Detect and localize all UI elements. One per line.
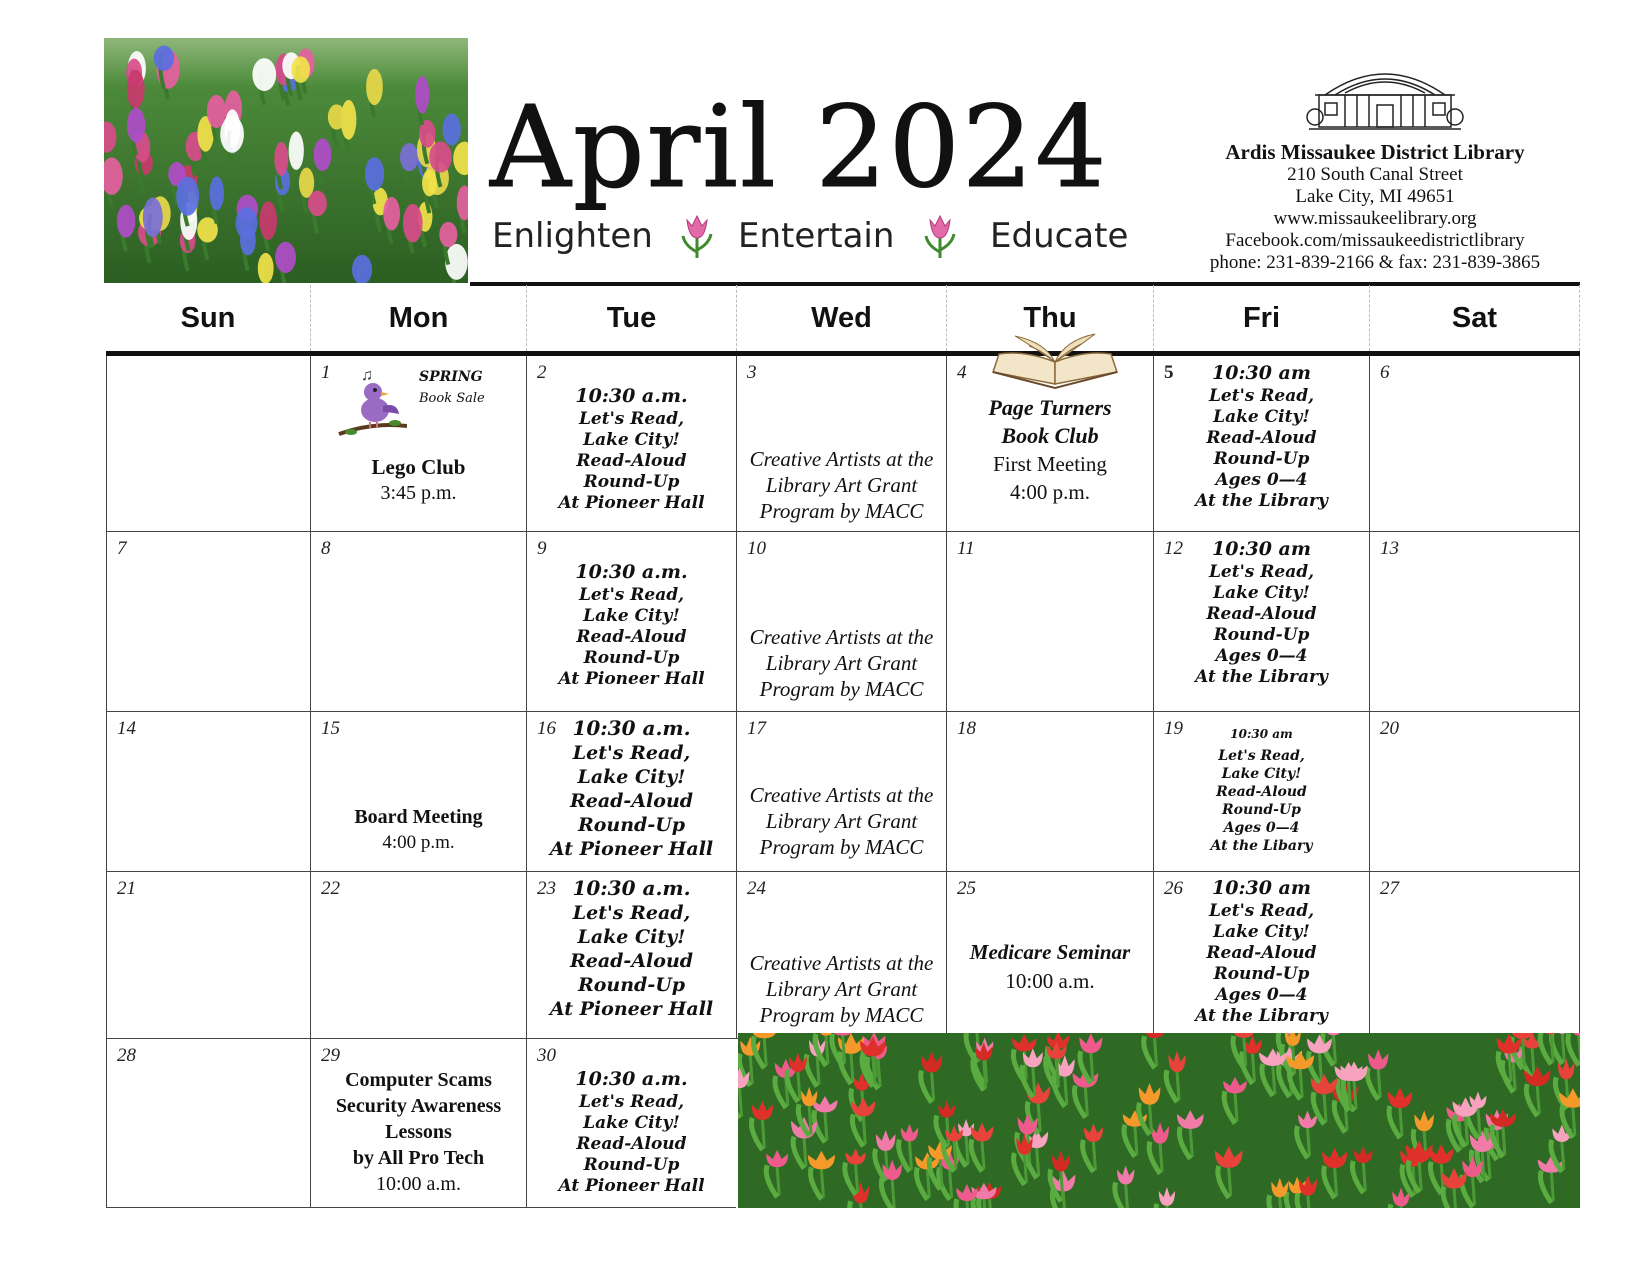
library-name: Ardis Missaukee District Library [1225, 140, 1525, 164]
weekday-sun: Sun [180, 302, 236, 334]
event-time: 10:30 am [1230, 727, 1293, 741]
event-line: Read-Aloud [576, 451, 687, 471]
calendar-day-13[interactable] [1369, 532, 1580, 712]
event-line: Lake City! [1213, 583, 1310, 603]
event-line: Round-Up [577, 814, 686, 836]
day-number: 23 [537, 878, 556, 899]
event-line: Lake City! [1221, 766, 1302, 782]
event-line: Lake City! [577, 766, 686, 788]
event-time: 10:00 a.m. [376, 1173, 461, 1195]
book-club-event [947, 394, 1153, 506]
event-line: Round-Up [583, 648, 680, 668]
event-line: Read-Aloud [569, 950, 694, 972]
month-year-title: April 2024 [490, 83, 1109, 213]
calendar-day-12[interactable] [1153, 532, 1369, 712]
event-location: At Pioneer Hall [549, 838, 714, 860]
day-number: 19 [1164, 718, 1183, 739]
event-time: 10:30 a.m. [572, 876, 691, 900]
event-line: Lake City! [577, 926, 686, 948]
svg-text:♫: ♫ [361, 367, 373, 384]
storytime-event [1154, 537, 1369, 688]
day-number: 5 [1164, 362, 1174, 383]
event-line: Ages 0—4 [1215, 470, 1308, 490]
event-line: Lake City! [583, 606, 680, 626]
event-location: At the Libary [1210, 838, 1313, 854]
calendar-day-8[interactable] [310, 532, 526, 712]
event-title: Book Club [1001, 423, 1099, 448]
event-line: Read-Aloud [1216, 784, 1307, 800]
calendar-day-18[interactable] [946, 712, 1153, 872]
calendar-day-29[interactable] [310, 1039, 526, 1208]
calendar-day-4[interactable] [946, 356, 1153, 532]
event-line: Creative Artists at the [749, 625, 934, 649]
event-location: At Pioneer Hall [549, 998, 714, 1020]
event-time: 3:45 p.m. [380, 482, 457, 504]
day-number: 17 [747, 718, 766, 739]
tulip-icon [677, 212, 717, 260]
weekday-fri: Fri [1153, 285, 1369, 351]
event-line: Round-Up [1213, 449, 1310, 469]
day-number: 18 [957, 718, 976, 739]
day-number: 12 [1164, 538, 1183, 559]
event-time: 10:30 a.m. [575, 385, 688, 407]
event-line: Library Art Grant [765, 977, 918, 1001]
event-line: Round-Up [1213, 964, 1310, 984]
event-line: Round-Up [1222, 802, 1301, 818]
event-line: Let's Read, [578, 409, 685, 429]
tulip-field-photo [738, 1033, 1580, 1208]
weekday-header-row [106, 285, 1580, 351]
day-number: 11 [957, 538, 975, 559]
day-number: 1 [321, 362, 331, 383]
weekday-sat: Sat [1369, 285, 1580, 351]
day-number: 25 [957, 878, 976, 899]
event-time: 10:30 am [1212, 538, 1311, 560]
weekday-wed: Wed [736, 285, 946, 351]
event-title: Board Meeting [354, 806, 483, 828]
tulip-icon [920, 212, 960, 260]
storytime-event [527, 384, 736, 514]
event-line: Let's Read, [578, 585, 685, 605]
weekday-tue: Tue [526, 285, 736, 351]
event-time: 10:30 a.m. [575, 1068, 688, 1090]
lego-club-event [311, 454, 526, 506]
calendar-day-27[interactable] [1369, 872, 1580, 1039]
day-number: 20 [1380, 718, 1399, 739]
day-number: 7 [117, 538, 127, 559]
day-number: 24 [747, 878, 766, 899]
calendar-day-24[interactable] [736, 872, 946, 1039]
event-time: 10:30 am [1212, 877, 1311, 899]
art-program-event [737, 782, 946, 860]
motto-entertain: Entertain [738, 216, 895, 256]
event-time: 10:30 a.m. [575, 561, 688, 583]
calendar-day-28[interactable] [106, 1039, 310, 1208]
calendar-day-30[interactable] [526, 1039, 736, 1208]
event-line: Ages 0—4 [1215, 985, 1308, 1005]
day-number: 26 [1164, 878, 1183, 899]
library-facebook: Facebook.com/missaukeedistrictlibrary [1225, 230, 1525, 251]
day-number: 4 [957, 362, 967, 383]
library-phone-fax: phone: 231-839-2166 & fax: 231-839-3865 [1209, 252, 1541, 273]
book-sale-line-2: Book Sale [419, 391, 485, 406]
day-number: 10 [747, 538, 766, 559]
storytime-event [527, 876, 736, 1021]
event-title: Page Turners [988, 395, 1112, 420]
calendar-day-17[interactable] [736, 712, 946, 872]
event-location: At Pioneer Hall [558, 1176, 705, 1196]
event-time: 4:00 p.m. [1010, 480, 1090, 504]
library-motto [492, 212, 1132, 262]
calendar-day-16[interactable] [526, 712, 736, 872]
calendar-day-23[interactable] [526, 872, 736, 1039]
event-title: Security Awareness [335, 1095, 502, 1117]
event-title: Lessons [385, 1121, 452, 1143]
calendar-day-19[interactable] [1153, 712, 1369, 872]
day-number: 13 [1380, 538, 1399, 559]
event-title: Computer Scams [345, 1069, 492, 1091]
calendar-day-25[interactable] [946, 872, 1153, 1039]
day-number: 22 [321, 878, 340, 899]
page-title [490, 78, 1150, 218]
event-time: 10:30 a.m. [572, 716, 691, 740]
event-line: Read-Aloud [576, 627, 687, 647]
calendar-day-5[interactable] [1153, 356, 1369, 532]
event-line: Creative Artists at the [749, 783, 934, 807]
day-number: 6 [1380, 362, 1390, 383]
event-line: Round-Up [577, 974, 686, 996]
library-city: Lake City, MI 49651 [1295, 186, 1455, 207]
storytime-event [1154, 876, 1369, 1027]
event-line: Library Art Grant [765, 473, 918, 497]
calendar-day-15[interactable] [310, 712, 526, 872]
storytime-event [527, 560, 736, 690]
calendar-day-9[interactable] [526, 532, 736, 712]
event-line: Library Art Grant [765, 809, 918, 833]
event-location: At Pioneer Hall [558, 669, 705, 689]
library-building-icon [1305, 55, 1465, 135]
day-number: 15 [321, 718, 340, 739]
art-program-event [737, 446, 946, 524]
event-line: Let's Read, [1218, 748, 1305, 764]
storytime-event [527, 1067, 736, 1197]
weekday-mon: Mon [310, 285, 526, 351]
event-line: Let's Read, [572, 742, 691, 764]
event-title: Medicare Seminar [969, 940, 1131, 964]
event-line: Round-Up [1213, 625, 1310, 645]
art-program-event [737, 624, 946, 702]
event-line: Lake City! [1213, 922, 1310, 942]
library-contact-info [1170, 140, 1580, 274]
event-time: 10:30 am [1212, 362, 1311, 384]
event-line: Let's Read, [1208, 901, 1315, 921]
event-line: Read-Aloud [1206, 604, 1317, 624]
calendar-day-1[interactable] [310, 356, 526, 532]
storytime-event [527, 716, 736, 861]
event-line: Program by MACC [759, 499, 924, 523]
open-book-icon [985, 332, 1125, 392]
calendar-day-21[interactable] [106, 872, 310, 1039]
event-location: At the Library [1195, 491, 1328, 511]
day-number: 3 [747, 362, 757, 383]
hyacinth-flowers-photo [104, 38, 468, 283]
day-number: 27 [1380, 878, 1399, 899]
day-number: 14 [117, 718, 136, 739]
event-location: At the Library [1195, 1006, 1328, 1026]
calendar-day-22[interactable] [310, 872, 526, 1039]
event-location: At the Library [1195, 667, 1328, 687]
computer-scams-event [311, 1067, 526, 1197]
event-line: Read-Aloud [1206, 428, 1317, 448]
day-number: 21 [117, 878, 136, 899]
event-line: Let's Read, [1208, 562, 1315, 582]
event-line: Creative Artists at the [749, 951, 934, 975]
calendar-day-26[interactable] [1153, 872, 1369, 1039]
event-line: Read-Aloud [576, 1134, 687, 1154]
event-line: Program by MACC [759, 835, 924, 859]
calendar-day-20[interactable] [1369, 712, 1580, 872]
event-line: Creative Artists at the [749, 447, 934, 471]
day-number: 29 [321, 1045, 340, 1066]
event-line: Lake City! [583, 1113, 680, 1133]
event-presenter: by All Pro Tech [352, 1147, 485, 1169]
calendar-day-2[interactable] [526, 356, 736, 532]
event-line: Program by MACC [759, 1003, 924, 1027]
day-number: 16 [537, 718, 556, 739]
storytime-event [1154, 361, 1369, 512]
day-number: 30 [537, 1045, 556, 1066]
event-line: Let's Read, [578, 1092, 685, 1112]
weekday-thu: Thu [946, 285, 1153, 351]
event-line: Ages 0—4 [1215, 646, 1308, 666]
book-sale-line-1: SPRING [419, 369, 483, 385]
medicare-seminar-event [947, 938, 1153, 996]
event-line: Lake City! [583, 430, 680, 450]
calendar-day-7[interactable] [106, 532, 310, 712]
calendar-day-6[interactable] [1369, 356, 1580, 532]
event-location: At Pioneer Hall [558, 493, 705, 513]
event-time: 4:00 p.m. [382, 832, 455, 853]
event-line: Library Art Grant [765, 651, 918, 675]
motto-enlighten: Enlighten [492, 216, 653, 256]
event-line: Read-Aloud [569, 790, 694, 812]
day-number: 9 [537, 538, 547, 559]
event-line: Program by MACC [759, 677, 924, 701]
calendar-day-14[interactable] [106, 712, 310, 872]
library-website: www.missaukeelibrary.org [1273, 208, 1477, 229]
storytime-event [1154, 722, 1369, 855]
library-address: 210 South Canal Street [1287, 164, 1463, 185]
calendar-day-empty [106, 356, 310, 532]
event-subtitle: First Meeting [993, 452, 1107, 476]
event-title: Lego Club [371, 455, 466, 479]
event-line: Round-Up [583, 472, 680, 492]
day-number: 28 [117, 1045, 136, 1066]
calendar-day-11[interactable] [946, 532, 1153, 712]
event-time: 10:00 a.m. [1005, 969, 1095, 993]
day-number: 2 [537, 362, 547, 383]
event-line: Round-Up [583, 1155, 680, 1175]
book-sale-label [419, 366, 485, 410]
art-program-event [737, 950, 946, 1028]
board-meeting-event [311, 804, 526, 856]
event-line: Lake City! [1213, 407, 1310, 427]
motto-educate: Educate [990, 216, 1129, 256]
event-line: Read-Aloud [1206, 943, 1317, 963]
calendar-day-10[interactable] [736, 532, 946, 712]
event-line: Ages 0—4 [1223, 820, 1300, 836]
event-line: Let's Read, [572, 902, 691, 924]
day-number: 8 [321, 538, 331, 559]
event-line: Let's Read, [1208, 386, 1315, 406]
calendar-day-3[interactable] [736, 356, 946, 532]
songbird-icon [337, 362, 407, 446]
